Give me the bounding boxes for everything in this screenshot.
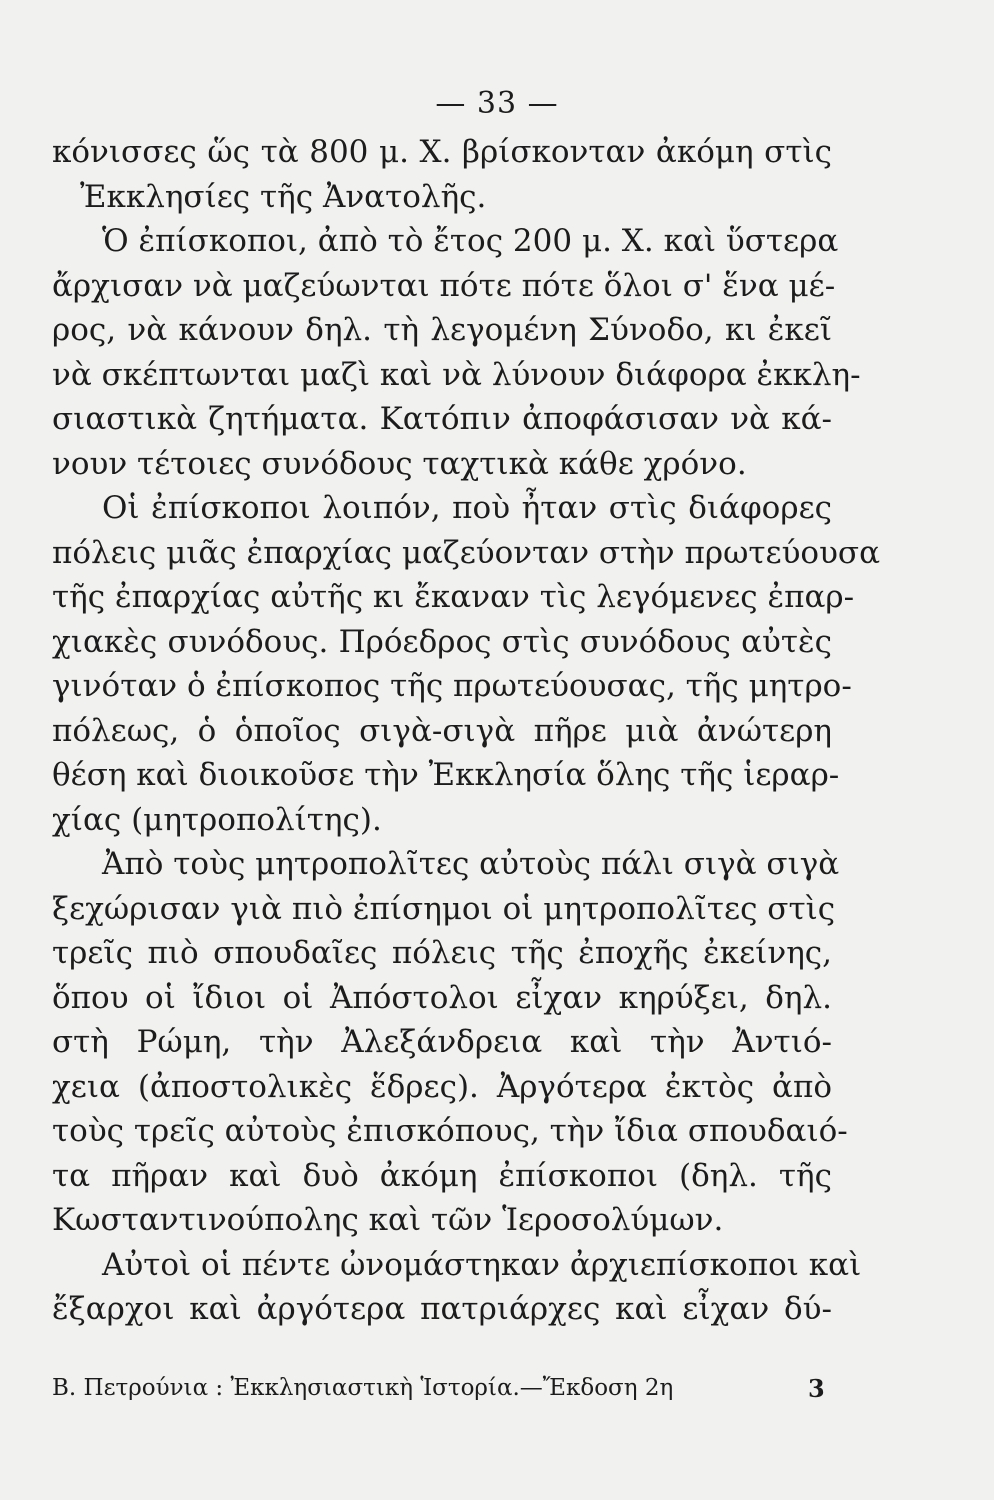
text-line: Ἐκκλησίες τῆς Ἀνατολῆς. xyxy=(80,178,487,215)
text-line: στὴ Ρώμη, τὴν Ἀλεξάνδρεια καὶ τὴν Ἀντιό- xyxy=(52,1024,832,1060)
text-line: χίας (μητροπολίτης). xyxy=(52,801,382,838)
text-line: πόλεως, ὁ ὁποῖος σιγὰ-σιγὰ πῆρε μιὰ ἀνώτερη xyxy=(52,712,832,749)
text-line: τρεῖς πιὸ σπουδαῖες πόλεις τῆς ἐποχῆς ἐκείνης, xyxy=(52,935,832,971)
text-line: πόλεις μιᾶς ἐπαρχίας μαζεύονταν στὴν πρωτεύουσα xyxy=(52,534,881,571)
text-line: Οἱ ἐπίσκοποι λοιπόν, ποὺ ἦταν στὶς διάφορες xyxy=(102,490,832,526)
text-line: θέση καὶ διοικοῦσε τὴν Ἐκκλησία ὅλης τῆς ἱεραρ- xyxy=(52,757,840,793)
text-line: τα πῆραν καὶ δυὸ ἀκόμη ἐπίσκοποι (δηλ. τῆς xyxy=(52,1157,832,1194)
text-line: νὰ σκέπτωνται μαζὶ καὶ νὰ λύνουν διάφορα ἐκκλη- xyxy=(52,356,861,393)
text-line: νουν τέτοιες συνόδους ταχτικὰ κάθε χρόνο. xyxy=(52,445,747,482)
text-line: χιακὲς συνόδους. Πρόεδρος στὶς συνόδους αὐτὲς xyxy=(52,623,832,660)
text-line: ξεχώρισαν γιὰ πιὸ ἐπίσημοι οἱ μητροπολῖτες στὶς xyxy=(52,890,836,927)
text-line: τοὺς τρεῖς αὐτοὺς ἐπισκόπους, τὴν ἴδια σπουδαιό- xyxy=(52,1113,848,1149)
signature-mark: 3 xyxy=(808,1374,825,1403)
text-line: χεια (ἀποστολικὲς ἕδρες). Ἀργότερα ἐκτὸς ἀπὸ xyxy=(52,1068,832,1105)
text-line: Ἀπὸ τοὺς μητροπολῖτες αὐτοὺς πάλι σιγὰ σιγὰ xyxy=(102,846,840,882)
text-line: τῆς ἐπαρχίας αὐτῆς κι ἔκαναν τὶς λεγόμενες ἐπαρ- xyxy=(52,579,855,615)
text-line: Κωσταντινούπολης καὶ τῶν Ἱεροσολύμων. xyxy=(52,1202,724,1238)
text-line: κόνισσες ὥς τὰ 800 μ. Χ. βρίσκονταν ἀκόμη στὶς xyxy=(52,134,832,170)
text-line: ὅπου οἱ ἴδιοι οἱ Ἀπόστολοι εἶχαν κηρύξει, δηλ. xyxy=(52,979,832,1016)
body-text xyxy=(52,130,881,1332)
text-line: σιαστικὰ ζητήματα. Κατόπιν ἀποφάσισαν νὰ κά- xyxy=(52,401,832,437)
text-line: ἔξαρχοι καὶ ἀργότερα πατριάρχες καὶ εἶχαν δύ- xyxy=(52,1291,832,1327)
text-line: ἄρχισαν νὰ μαζεύωνται πότε πότε ὅλοι σ' ἕνα μέ- xyxy=(52,267,836,304)
page-number: — 33 — xyxy=(435,86,559,121)
text-line: Αὐτοὶ οἱ πέντε ὠνομάστηκαν ἀρχιεπίσκοποι καὶ xyxy=(102,1246,862,1283)
footer-citation: Β. Πετρούνια : Ἐκκλησιαστικὴ Ἱστορία.—Ἔκδοση 2η xyxy=(52,1375,674,1401)
text-line: ρος, νὰ κάνουν δηλ. τὴ λεγομένη Σύνοδο, κι ἐκεῖ xyxy=(52,312,832,348)
text-line: γινόταν ὁ ἐπίσκοπος τῆς πρωτεύουσας, τῆς μητρο- xyxy=(52,668,852,704)
text-line: Ὁ ἐπίσκοποι, ἀπὸ τὸ ἔτος 200 μ. Χ. καὶ ὕστερα xyxy=(102,223,839,259)
